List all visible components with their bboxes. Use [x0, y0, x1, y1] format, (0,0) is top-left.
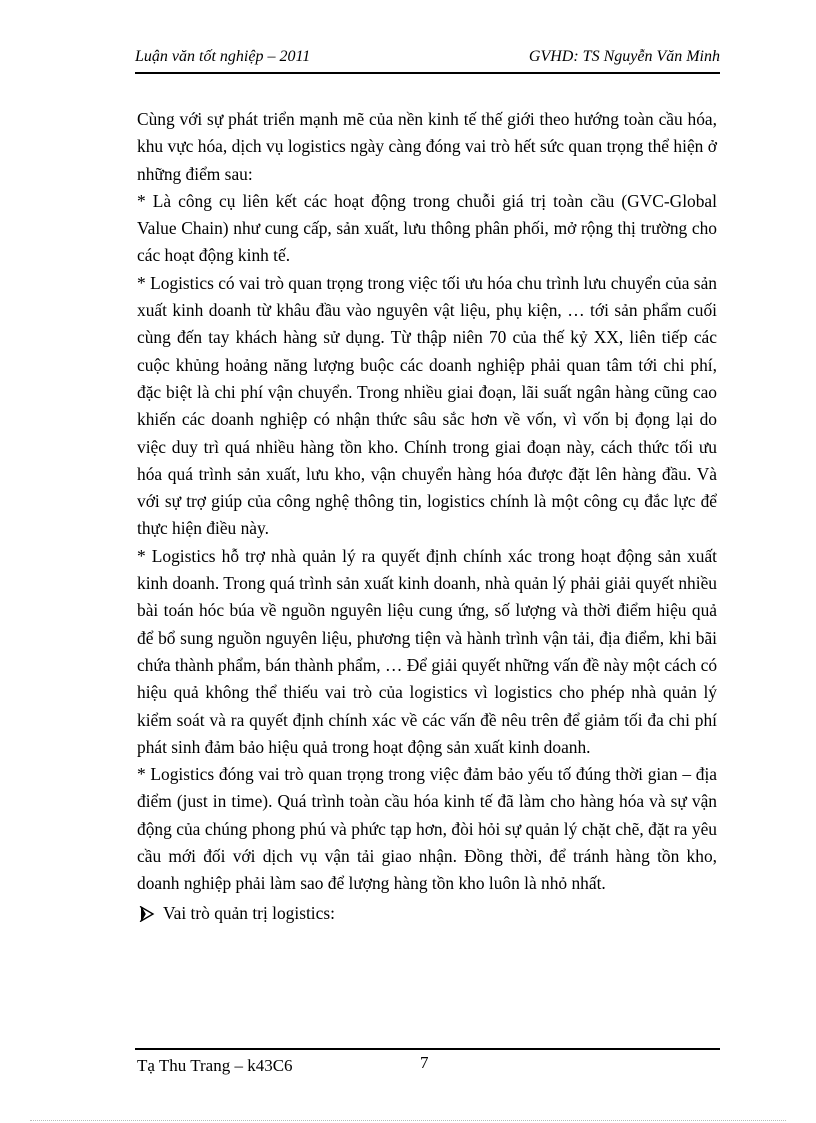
footer-divider [135, 1048, 720, 1050]
header-thesis-title: Luận văn tốt nghiệp – 2011 [135, 48, 311, 65]
page-body [137, 106, 717, 927]
section-bullet [137, 900, 717, 927]
page-number: 7 [420, 1053, 429, 1072]
intro-paragraph: Cùng với sự phát triển mạnh mẽ của nền kinh tế thế giới theo hướng toàn cầu hóa, khu vực hóa, dịch vụ logistics ngày càng đóng vai trò hết sức quan trọng thể hiện ở những điểm sau: [137, 109, 717, 184]
bullet-heading: Vai trò quản trị logistics: [163, 902, 335, 923]
point-decision-support: * Logistics hỗ trợ nhà quản lý ra quyết định chính xác trong hoạt động sản xuất kinh doanh. Trong quá trình sản xuất kinh doanh, nhà quản lý phải giải quyết nhiều bài toán hóc búa về nguồn nguyên liệu cung ứng, số lượng và thời điểm hiệu quả để bổ sung nguồn nguyên liệu, phương tiện và hành trình vận tải, địa điểm, khi bãi chứa thành phẩm, bán thành phẩm, … Để giải quyết những vấn đề này một cách có hiệu quả không thể thiếu vai trò của logistics vì logistics cho phép nhà quản lý kiểm soát và ra quyết định chính xác về các vấn đề nêu trên để giảm tối đa chi phí phát sinh đảm bảo hiệu quả trong hoạt động sản xuất kinh doanh. [137, 545, 718, 757]
page-header [135, 46, 720, 74]
header-supervisor: GVHD: TS Nguyễn Văn Minh [528, 48, 720, 65]
arrow-bullet-icon [139, 906, 155, 922]
page-bottom-edge [30, 1120, 786, 1121]
footer-author: Tạ Thu Trang – k43C6 [137, 1056, 293, 1075]
point-just-in-time: * Logistics đóng vai trò quan trọng trong việc đảm bảo yếu tố đúng thời gian – địa điểm (just in time). Quá trình toàn cầu hóa kinh tế đã làm cho hàng hóa và sự vận động của chúng phong phú và phức tạp hơn, đòi hỏi sự quản lý chặt chẽ, đặt ra yêu cầu mới đối với dịch vụ vận tải giao nhận. Đồng thời, để tránh hàng tồn kho, doanh nghiệp phải làm sao để lượng hàng tồn kho luôn là nhỏ nhất. [137, 764, 717, 894]
point-optimize-cycle: * Logistics có vai trò quan trọng trong việc tối ưu hóa chu trình lưu chuyển của sản xuất kinh doanh từ khâu đầu vào nguyên vật liệu, phụ kiện, … tới sản phẩm cuối cùng đến tay khách hàng sử dụng. Từ thập niên 70 của thế kỷ XX, liên tiếp các cuộc khủng hoảng năng lượng buộc các doanh nghiệp phải quan tâm tới chi phí, đặc biệt là chi phí vận chuyển. Trong nhiều giai đoạn, lãi suất ngân hàng cũng cao khiến các doanh nghiệp có nhận thức sâu sắc hơn về vốn, vì vốn bị đọng lại do việc duy trì quá nhiều hàng tồn kho. Chính trong giai đoạn này, cách thức tối ưu hóa quá trình sản xuất, lưu kho, vận chuyển hàng hóa được đặt lên hàng đầu. Và với sự trợ giúp của công nghệ thông tin, logistics chính là một công cụ đắc lực để thực hiện điều này. [137, 272, 717, 539]
point-global-value-chain: * Là công cụ liên kết các hoạt động trong chuỗi giá trị toàn cầu (GVC-Global Value Chain) như cung cấp, sản xuất, lưu thông phân phối, mở rộng thị trường cho các hoạt động kinh tế. [137, 190, 717, 266]
